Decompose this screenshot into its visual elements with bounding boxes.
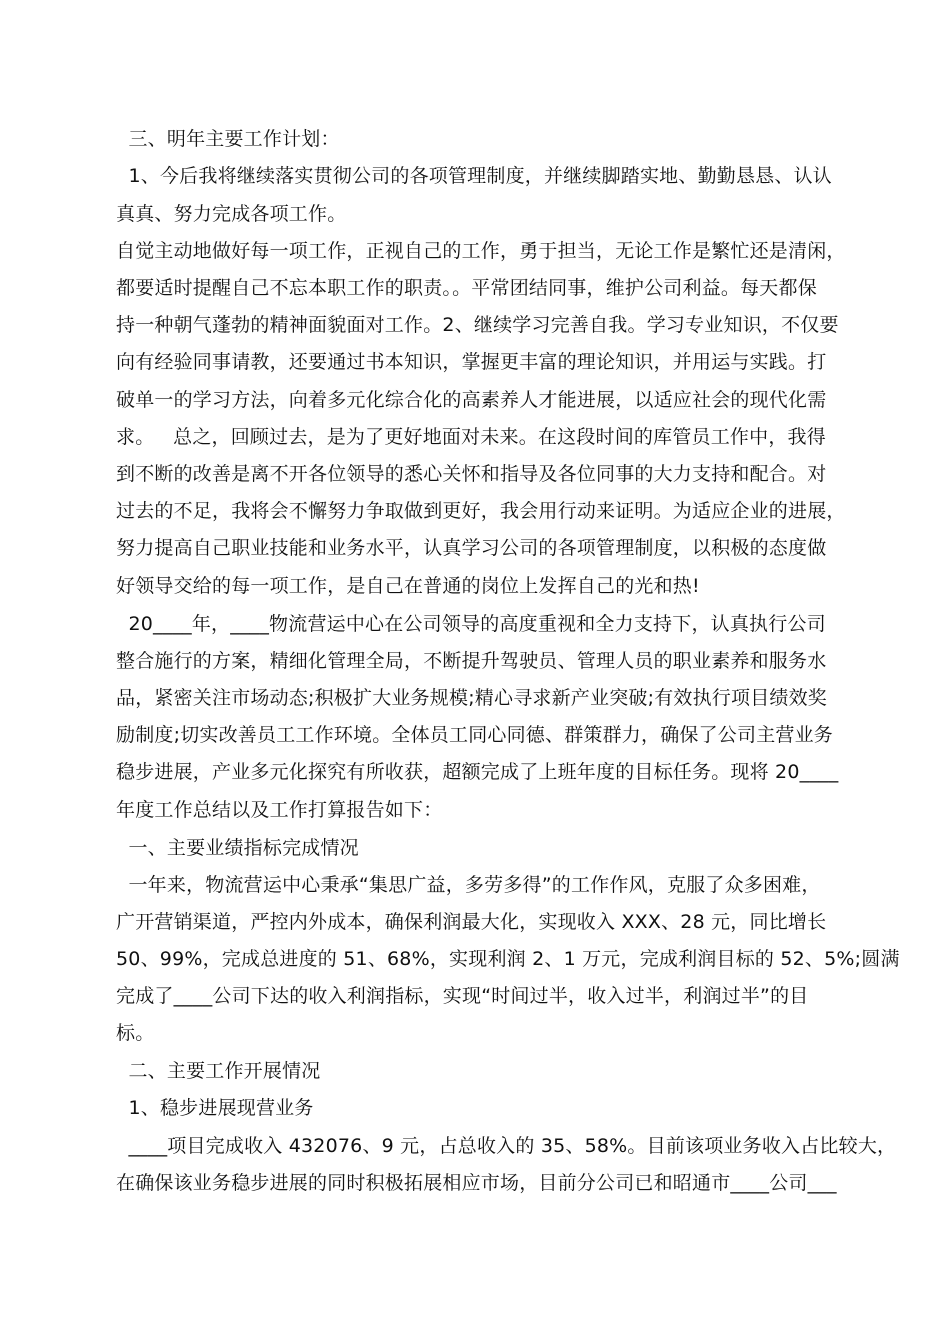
text-line: 广开营销渠道，严控内外成本，确保利润最大化，实现收入 XXX、28 元，同比增长 bbox=[116, 911, 827, 933]
section-heading: 二、主要工作开展情况 bbox=[116, 1060, 321, 1082]
text-line: 20____年，____物流营运中心在公司领导的高度重视和全力支持下，认真执行公司 bbox=[116, 613, 826, 635]
text-line: 都要适时提醒自己不忘本职工作的职责。。平常团结同事，维护公司利益。每天都保 bbox=[116, 277, 817, 299]
text-line: ____项目完成收入 432076、9 元，占总收入的 35、58%。目前该项业务收入占比较大， bbox=[116, 1135, 897, 1157]
text-line: 一年来，物流营运中心秉承“集思广益，多劳多得”的工作作风，克服了众多困难， bbox=[116, 874, 821, 896]
text-line: 好领导交给的每一项工作，是自己在普通的岗位上发挥自己的光和热! bbox=[116, 575, 700, 597]
text-line: 过去的不足，我将会不懈努力争取做到更好，我会用行动来证明。为适应企业的进展， bbox=[116, 500, 846, 522]
text-line: 1、今后我将继续落实贯彻公司的各项管理制度，并继续脚踏实地、勤勤恳恳、认认 bbox=[116, 165, 832, 187]
text-line: 三、明年主要工作计划： bbox=[116, 128, 340, 150]
text-line: 完成了____公司下达的收入利润指标，实现“时间过半，收入过半，利润过半”的目 bbox=[116, 985, 809, 1007]
subsection-heading: 1、稳步进展现营业务 bbox=[116, 1097, 314, 1119]
text-line: 稳步进展，产业多元化探究有所收获，超额完成了上班年度的目标任务。现将 20____ bbox=[116, 761, 839, 783]
text-line: 努力提高自己职业技能和业务水平，认真学习公司的各项管理制度，以积极的态度做 bbox=[116, 537, 827, 559]
text-line: 持一种朝气蓬勃的精神面貌面对工作。2、继续学习完善自我。学习专业知识，不仅要 bbox=[116, 314, 839, 336]
text-line: 到不断的改善是离不开各位领导的悉心关怀和指导及各位同事的大力支持和配合。对 bbox=[116, 463, 827, 485]
text-line: 破单一的学习方法，向着多元化综合化的高素养人才能进展，以适应社会的现代化需 bbox=[116, 389, 827, 411]
text-line: 50、99%，完成总进度的 51、68%，实现利润 2、1 万元，完成利润目标的 52、5%;圆满 bbox=[116, 948, 900, 970]
text-line: 年度工作总结以及工作打算报告如下： bbox=[116, 799, 443, 821]
text-line: 整合施行的方案，精细化管理全局，不断提升驾驶员、管理人员的职业素养和服务水 bbox=[116, 650, 827, 672]
text-line: 在确保该业务稳步进展的同时积极拓展相应市场，目前分公司已和昭通市____公司___ bbox=[116, 1172, 837, 1194]
section-heading: 一、主要业绩指标完成情况 bbox=[116, 837, 359, 859]
text-line: 标。 bbox=[116, 1022, 155, 1044]
text-line: 真真、努力完成各项工作。 bbox=[116, 203, 347, 225]
text-line: 自觉主动地做好每一项工作，正视自己的工作，勇于担当，无论工作是繁忙还是清闲， bbox=[116, 240, 846, 262]
text-line: 向有经验同事请教，还要通过书本知识，掌握更丰富的理论知识，并用运与实践。打 bbox=[116, 351, 827, 373]
text-line: 求。 总之，回顾过去，是为了更好地面对未来。在这段时间的库管员工作中，我得 bbox=[116, 426, 826, 448]
text-line: 品，紧密关注市场动态;积极扩大业务规模;精心寻求新产业突破;有效执行项目绩效奖 bbox=[116, 687, 828, 709]
text-line: 励制度;切实改善员工工作环境。全体员工同心同德、群策群力，确保了公司主营业务 bbox=[116, 724, 834, 746]
